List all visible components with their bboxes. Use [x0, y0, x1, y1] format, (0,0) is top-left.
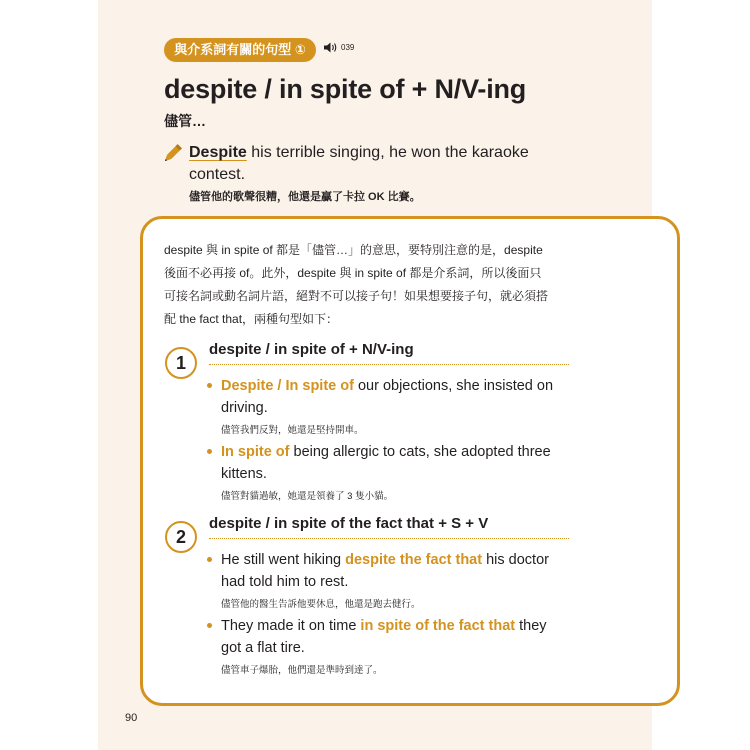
page-title: despite / in spite of + N/V-ing	[164, 74, 527, 104]
audio-track-number: 039	[341, 43, 355, 52]
pattern-2-example-2	[207, 615, 567, 676]
example-highlight: Despite / In spite of	[221, 378, 354, 394]
pattern-2-formula: despite / in spite of the fact that + S + V	[209, 515, 569, 539]
page-number: 90	[125, 712, 138, 724]
pattern-1-formula: despite / in spite of + N/V-ing	[209, 341, 569, 365]
example-text: his doctor had told him to rest.	[221, 552, 549, 590]
explanation-text: despite 與 in spite of 都是「儘管…」的意思，要特別注意的是，despite 後面不必再接 of。此外，despite 與 in spite of 都是介系詞，所以後面只可接名詞或動名詞片語，絕對不可以接子句！如果想要接子句，就必須搭配 the fact that，兩種句型如下：	[164, 243, 549, 326]
bullet-dot	[207, 557, 212, 562]
example-translation: 儘管他的醫生告訴他要休息，他還是跑去健行。	[221, 599, 421, 610]
example-translation: 儘管我們反對，她還是堅持開車。	[221, 425, 364, 436]
book-page	[98, 0, 652, 750]
main-example-translation: 儘管他的歌聲很糟，他還是贏了卡拉 OK 比賽。	[189, 191, 421, 203]
pattern-1-example-1	[207, 375, 567, 436]
pattern-2-example-1	[207, 549, 567, 610]
main-example-rest: his terrible singing, he won the karaoke contest.	[189, 144, 529, 183]
pattern-2-number: 2	[165, 521, 197, 553]
example-highlight: in spite of the fact that	[360, 618, 516, 634]
explanation-box	[140, 216, 680, 706]
main-example-keyword: Despite	[189, 144, 247, 161]
speaker-icon	[324, 42, 338, 53]
main-example-sentence	[189, 142, 549, 186]
example-highlight: In spite of	[221, 444, 290, 460]
example-text: being allergic to cats, she adopted three kittens.	[221, 444, 551, 482]
audio-track[interactable]	[324, 42, 354, 53]
section-tag: 與介系詞有關的句型 ①	[164, 38, 316, 62]
example-highlight: despite the fact that	[345, 552, 483, 568]
pattern-1-example-2	[207, 441, 567, 502]
bullet-dot	[207, 449, 212, 454]
bullet-dot	[207, 623, 212, 628]
pattern-1-number: 1	[165, 347, 197, 379]
example-text: they got a flat tire.	[221, 618, 547, 656]
page-subtitle: 儘管…	[164, 113, 206, 129]
example-translation: 儘管車子爆胎，他們還是準時到達了。	[221, 665, 383, 676]
bullet-dot	[207, 383, 212, 388]
pencil-icon	[161, 143, 183, 165]
example-text: They made it on time	[221, 618, 361, 634]
example-translation: 儘管對貓過敏，她還是領養了 3 隻小貓。	[221, 491, 394, 502]
example-text: He still went hiking	[221, 552, 346, 568]
example-text: our objections, she insisted on driving.	[221, 378, 554, 416]
